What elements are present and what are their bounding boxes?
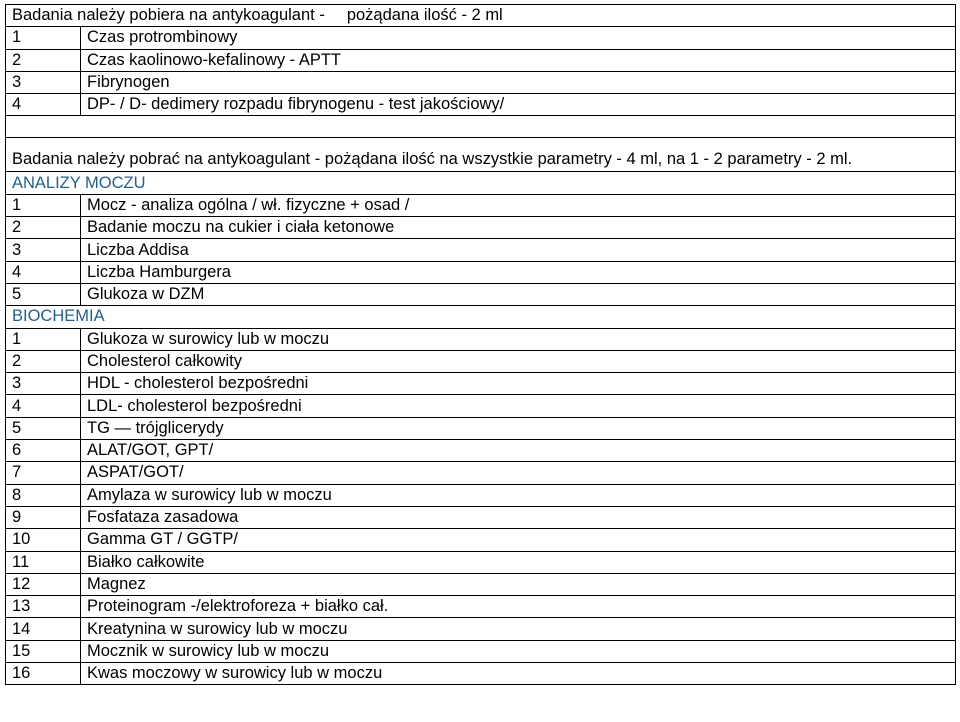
item-name: Cholesterol całkowity (81, 350, 956, 372)
item-name: DP- / D- dedimery rozpadu fibrynogenu - test jakościowy/ (81, 94, 956, 116)
item-number: 10 (6, 529, 81, 551)
item-number: 1 (6, 194, 81, 216)
item-number: 15 (6, 640, 81, 662)
table-row (6, 395, 956, 417)
item-number: 8 (6, 484, 81, 506)
item-number: 6 (6, 440, 81, 462)
table-row (6, 49, 956, 71)
item-name: Mocznik w surowicy lub w moczu (81, 640, 956, 662)
item-number: 13 (6, 596, 81, 618)
section-heading-row (6, 306, 956, 328)
item-number: 5 (6, 283, 81, 305)
table-row (6, 27, 956, 49)
item-name: Kwas moczowy w surowicy lub w moczu (81, 663, 956, 685)
item-number: 2 (6, 350, 81, 372)
header-cell (6, 5, 956, 27)
table-row (6, 328, 956, 350)
item-name: Białko całkowite (81, 551, 956, 573)
item-name: Fibrynogen (81, 71, 956, 93)
item-number: 4 (6, 395, 81, 417)
spacer-cell (6, 116, 956, 138)
item-number: 12 (6, 573, 81, 595)
table-row (6, 261, 956, 283)
item-name: Mocz - analiza ogólna / wł. fizyczne + osad / (81, 194, 956, 216)
table-body (6, 5, 956, 685)
item-number: 7 (6, 462, 81, 484)
item-number: 16 (6, 663, 81, 685)
table-row (6, 663, 956, 685)
table-row (6, 440, 956, 462)
item-name: Badanie moczu na cukier i ciała ketonowe (81, 217, 956, 239)
table-row (6, 417, 956, 439)
item-number: 2 (6, 217, 81, 239)
header-right-text: pożądana ilość - 2 ml (346, 6, 503, 25)
section-heading-urine: ANALIZY MOCZU (6, 172, 956, 194)
item-number: 1 (6, 27, 81, 49)
item-name: TG — trójglicerydy (81, 417, 956, 439)
table-row (6, 350, 956, 372)
item-name: Czas kaolinowo-kefalinowy - APTT (81, 49, 956, 71)
table-row (6, 217, 956, 239)
item-name: Proteinogram -/elektroforeza + białko cał. (81, 596, 956, 618)
item-number: 5 (6, 417, 81, 439)
item-number: 2 (6, 49, 81, 71)
section-heading-row (6, 172, 956, 194)
table-row (6, 640, 956, 662)
table-row (6, 484, 956, 506)
item-number: 11 (6, 551, 81, 573)
spacer-row (6, 116, 956, 138)
item-name: Czas protrombinowy (81, 27, 956, 49)
table-row (6, 71, 956, 93)
item-name: Gamma GT / GGTP/ (81, 529, 956, 551)
table-row (6, 529, 956, 551)
table-row (6, 94, 956, 116)
table-row (6, 239, 956, 261)
section-heading-biochemistry: BIOCHEMIA (6, 306, 956, 328)
item-name: Fosfataza zasadowa (81, 506, 956, 528)
table-row (6, 462, 956, 484)
item-name: ASPAT/GOT/ (81, 462, 956, 484)
item-number: 3 (6, 239, 81, 261)
header-row (6, 5, 956, 27)
table-row (6, 194, 956, 216)
item-number: 1 (6, 328, 81, 350)
item-name: HDL - cholesterol bezpośredni (81, 373, 956, 395)
item-name: Glukoza w DZM (81, 283, 956, 305)
header-left-text: Badania należy pobiera na antykoagulant - (12, 6, 325, 25)
item-number: 4 (6, 94, 81, 116)
table-row (6, 283, 956, 305)
item-name: Kreatynina w surowicy lub w moczu (81, 618, 956, 640)
item-name: ALAT/GOT, GPT/ (81, 440, 956, 462)
lab-tests-table (5, 4, 956, 685)
table-row (6, 573, 956, 595)
table-row (6, 596, 956, 618)
anticoagulant-note: Badania należy pobrać na antykoagulant - pożądana ilość na wszystkie parametry - 4 ml, na 1 - 2 parametry - 2 ml. (6, 138, 956, 172)
table-row (6, 373, 956, 395)
item-name: Liczba Addisa (81, 239, 956, 261)
item-number: 3 (6, 71, 81, 93)
table-row (6, 506, 956, 528)
table-row (6, 551, 956, 573)
item-name: Magnez (81, 573, 956, 595)
table-row (6, 618, 956, 640)
item-number: 9 (6, 506, 81, 528)
item-name: LDL- cholesterol bezpośredni (81, 395, 956, 417)
item-number: 4 (6, 261, 81, 283)
item-name: Glukoza w surowicy lub w moczu (81, 328, 956, 350)
item-number: 3 (6, 373, 81, 395)
item-name: Amylaza w surowicy lub w moczu (81, 484, 956, 506)
note-row (6, 138, 956, 172)
item-name: Liczba Hamburgera (81, 261, 956, 283)
item-number: 14 (6, 618, 81, 640)
